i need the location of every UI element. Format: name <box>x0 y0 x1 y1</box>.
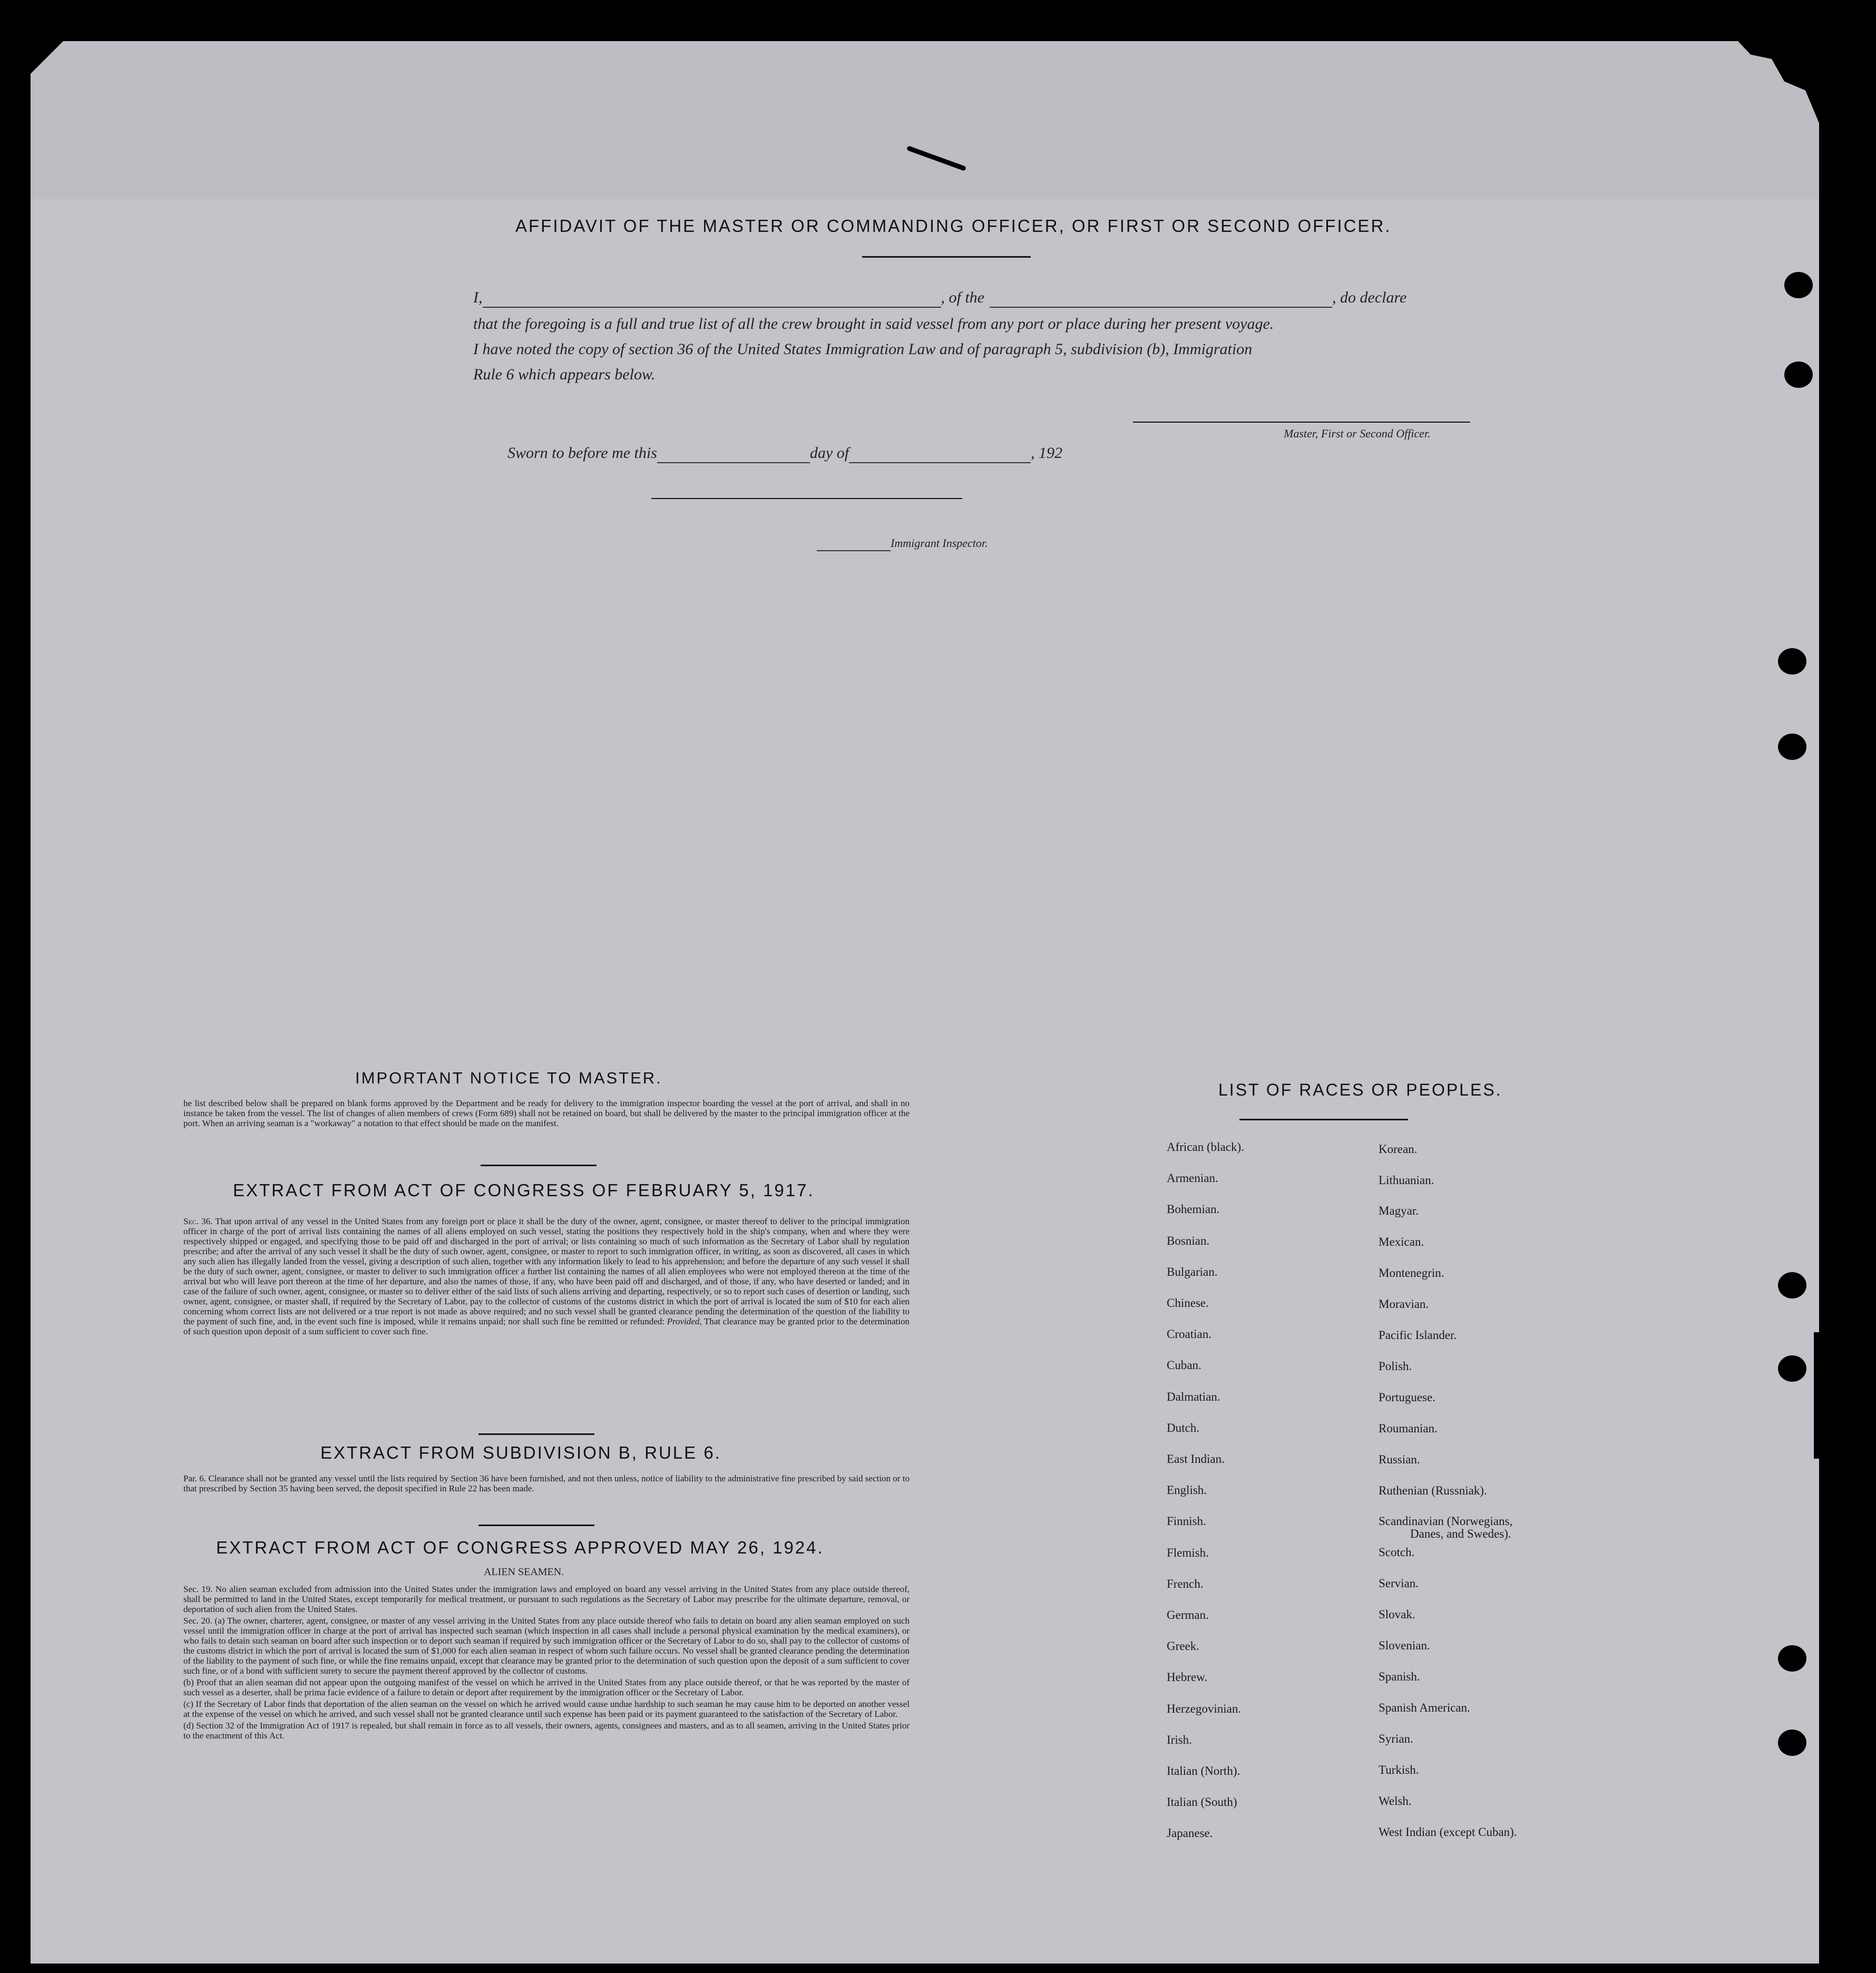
rule6-rule <box>478 1525 594 1526</box>
sec36-label: Sec. 36. <box>183 1216 213 1226</box>
sworn-day-blank[interactable] <box>657 444 810 463</box>
inspector-label: Immigrant Inspector. <box>891 536 988 550</box>
binding-hole <box>1778 1355 1806 1382</box>
binding-hole <box>1778 1645 1806 1672</box>
sec20b-text: (b) Proof that an alien seaman did not appear upon the outgoing manifest of the vessel on which he arrived in the United States from any place outside thereof, or that he was reported by the master of such vessel as a deserter, shall be prima facie evidence of a failure to detain or deport after requirement by the immigration officer or the Secretary of Labor. <box>183 1677 910 1697</box>
race-item: Finnish. <box>1167 1515 1206 1528</box>
sworn-year-label: , 192 <box>1031 444 1063 462</box>
race-item: Herzegovinian. <box>1167 1702 1242 1715</box>
inspector-line <box>817 536 988 551</box>
binding-hole <box>1778 734 1806 760</box>
extract-1924-subtitle: ALIEN SEAMEN. <box>484 1566 564 1578</box>
race-item: Polish. <box>1379 1360 1412 1373</box>
race-item: Bulgarian. <box>1167 1265 1218 1278</box>
race-item: Chinese. <box>1167 1296 1209 1310</box>
sec20d-text: (d) Section 32 of the Immigration Act of 1917 is repealed, but shall remain in force as to all vessels, their owners, agents, consignees and masters, and as to all seamen, arriving in the United States prior to the enactment of this Act. <box>183 1721 910 1741</box>
document-sheet <box>31 41 1819 1964</box>
signature-line[interactable] <box>1133 422 1470 423</box>
sworn-prefix: Sworn to before me this <box>507 444 657 462</box>
race-item: Italian (North). <box>1167 1764 1240 1777</box>
race-item: Hebrew. <box>1167 1671 1208 1684</box>
race-item: Moravian. <box>1379 1297 1429 1311</box>
sec36-text: That upon arrival of any vessel in the United States from any foreign port or place it shall be the duty of the owner, agent, consignee, or master thereof to deliver to the principal immigration officer in charge of the port of arrival lists containing the names of all aliens employed on such vessel, stating the positions they respectively hold in the ship's company, when and where they were respectively shipped or engaged, and specifying those to be paid off and discharged in the port of arrival; or lists containing so much of such information as the Secretary of Labor shall by regulation prescribe; and after the arrival of any such vessel it shall be the duty of such owner, agent, consignee, or master to report to such immigration officer, in writing, as soon as discovered, all cases in which any such alien has illegally landed from the vessel, giving a description of such alien, together with any information likely to lead to his apprehension; and before the departure of any such vessel it shall be the duty of such owner, agent, consignee, or master to deliver to such immigration officer a further list containing the names of all alien employees who were not employed thereon at the time of the arrival but who will leave port thereon at the time of her departure, and also the names of those, if any, who have been paid off and discharged, and of those, if any, who have deserted or landed; and in case of the failure of such owner, agent, consignee, or master so to deliver either of the said lists of such aliens arriving and departing, respectively, or so to report such cases of desertion or landing, such owner, agent, consignee, or master shall, if required by the Secretary of Labor, pay to the collector of customs of the customs district in which the port of arrival is located the sum of $10 for each alien concerning whom correct lists are not delivered or a true report is not made as above required; and no such vessel shall be granted clearance pending the determination of the question of the liability to the payment of such fine, and, in the event such fine is imposed, while it remains unpaid; nor shall such fine be remitted or refunded: <box>183 1216 910 1326</box>
rule6-title: EXTRACT FROM SUBDIVISION B, RULE 6. <box>320 1443 721 1462</box>
race-item: Spanish American. <box>1379 1701 1470 1714</box>
sworn-month-blank[interactable] <box>849 444 1031 463</box>
name-blank[interactable] <box>483 289 941 308</box>
binding-hole <box>1784 362 1813 388</box>
binding-hole <box>1778 648 1806 675</box>
signature-label: Master, First or Second Officer. <box>1284 427 1431 440</box>
race-item: Dutch. <box>1167 1421 1199 1434</box>
extract-1917-title: EXTRACT FROM ACT OF CONGRESS OF FEBRUARY 5, 1917. <box>233 1180 815 1200</box>
race-item: Lithuanian. <box>1379 1174 1434 1187</box>
race-item: Korean. <box>1379 1142 1418 1156</box>
affidavit-line-4: Rule 6 which appears below. <box>473 366 656 383</box>
race-item: English. <box>1167 1483 1207 1497</box>
proviso-label: Provided, <box>667 1316 702 1326</box>
folded-corner <box>31 37 67 74</box>
race-item: East Indian. <box>1167 1452 1225 1466</box>
race-item: Servian. <box>1379 1577 1419 1590</box>
binding-hole <box>1778 1730 1806 1756</box>
sec20c-text: (c) If the Secretary of Labor finds that deportation of the alien seaman on the vessel on which he arrived would cause undue hardship to such seaman he may cause him to be deported on another vessel at the expense of the vessel on which he arrived, and such vessel shall not be granted clearance until such expense has been paid or its payment guaranteed to the satisfaction of the Secretary of Labor. <box>183 1699 910 1719</box>
extract-1917-body <box>183 1216 910 1336</box>
race-item: West Indian (except Cuban). <box>1379 1825 1517 1839</box>
top-strip <box>31 41 1819 199</box>
affidavit-title: AFFIDAVIT OF THE MASTER OR COMMANDING OFFICER, OR FIRST OR SECOND OFFICER. <box>515 216 1392 236</box>
race-item: Croatian. <box>1167 1327 1211 1341</box>
sworn-day-label: day of <box>809 444 849 462</box>
race-item: Armenian. <box>1167 1171 1218 1185</box>
race-item: Montenegrin. <box>1379 1266 1444 1279</box>
extract-1917-rule <box>478 1433 594 1435</box>
rule6-body: Par. 6. Clearance shall not be granted any vessel until the lists required by Section 36 have been furnished, and not then unless, notice of liability to the administrative fine prescribed by said section or to that prescribed by Section 35 having been served, the deposit specified in Rule 22 has been made. <box>183 1473 910 1493</box>
race-item: Cuban. <box>1167 1359 1201 1372</box>
race-item: Greek. <box>1167 1639 1199 1653</box>
inspector-blank[interactable] <box>817 536 891 551</box>
notice-body: he list described below shall be prepared on blank forms approved by the Department and be ready for delivery to the immigration inspector boarding the vessel at the port of arrival, and shall in no instance be taken from the vessel. The list of changes of alien members of crews (Form 689) shall not be retained on board, but shall be delivered by the master to the principal immigration officer at the port. When an arriving seaman is a "workaway" a notation to that effect should be made on the manifest. <box>183 1098 910 1128</box>
race-item: Russian. <box>1379 1453 1420 1466</box>
affidavit-title-rule <box>862 256 1031 258</box>
race-item: Turkish. <box>1379 1763 1419 1776</box>
race-item: Italian (South) <box>1167 1795 1237 1809</box>
sworn-line <box>507 444 1062 463</box>
inspector-signature-line[interactable] <box>651 498 962 499</box>
race-item: French. <box>1167 1577 1204 1590</box>
race-item: Scandinavian (Norwegians, <box>1379 1515 1513 1528</box>
race-item: Dalmatian. <box>1167 1390 1220 1403</box>
race-item: Bosnian. <box>1167 1234 1210 1247</box>
race-item: Danes, and Swedes). <box>1410 1527 1511 1540</box>
affidavit-line-2: that the foregoing is a full and true list of all the crew brought in said vessel from any port or place during her present voyage. <box>473 315 1274 333</box>
affidavit-line-1 <box>473 289 1406 308</box>
race-item: Syrian. <box>1379 1732 1413 1745</box>
vessel-blank[interactable] <box>990 289 1332 308</box>
affidavit-line-3: I have noted the copy of section 36 of the United States Immigration Law and of paragraph 5, subdivision (b), Immigration <box>473 340 1253 358</box>
race-item: Pacific Islander. <box>1379 1329 1457 1342</box>
race-item: Bohemian. <box>1167 1203 1220 1216</box>
race-item: Slovak. <box>1379 1608 1415 1621</box>
proviso-text: That clearance may be granted prior to the determination of such question upon deposit of a sum sufficient to cover such fine. <box>183 1316 910 1336</box>
race-item: Magyar. <box>1379 1204 1419 1217</box>
notice-title: IMPORTANT NOTICE TO MASTER. <box>355 1069 662 1087</box>
races-title: LIST OF RACES OR PEOPLES. <box>1218 1080 1502 1099</box>
race-item: Japanese. <box>1167 1827 1213 1840</box>
race-item: German. <box>1167 1608 1209 1622</box>
race-item: Portuguese. <box>1379 1391 1435 1404</box>
extract-1924-body <box>183 1584 910 1741</box>
race-item: Roumanian. <box>1379 1422 1438 1435</box>
race-item: Mexican. <box>1379 1235 1424 1248</box>
sec19-text: Sec. 19. No alien seaman excluded from admission into the United States under the immigration laws and employed on board any vessel arriving in the United States from any place outside thereof, shall be permitted to land in the United States, except temporarily for medical treatment, or pursuant to such regulations as the Secretary of Labor may prescribe for the ultimate departure, removal, or deportation of such alien from the United States. <box>183 1584 910 1614</box>
race-item: Scotch. <box>1379 1546 1415 1559</box>
affidavit-i-label: I, <box>473 289 483 306</box>
binding-hole <box>1784 272 1813 298</box>
race-item: African (black). <box>1167 1140 1244 1154</box>
affidavit-of-the-label: , of the <box>941 289 984 306</box>
races-title-rule <box>1239 1119 1408 1120</box>
affidavit-declare-label: , do declare <box>1332 289 1407 306</box>
notice-rule <box>481 1165 597 1166</box>
race-item: Ruthenian (Russniak). <box>1379 1484 1487 1497</box>
race-item: Irish. <box>1167 1733 1192 1746</box>
race-item: Spanish. <box>1379 1670 1420 1683</box>
race-item: Slovenian. <box>1379 1639 1430 1652</box>
binding-hole <box>1778 1272 1806 1298</box>
extract-1924-title: EXTRACT FROM ACT OF CONGRESS APPROVED MAY 26, 1924. <box>216 1538 824 1557</box>
race-item: Welsh. <box>1379 1794 1412 1808</box>
right-edge-tab <box>1814 1332 1819 1459</box>
sec20a-text: Sec. 20. (a) The owner, charterer, agent, consignee, or master of any vessel arriving in the United States from any place outside thereof who fails to detain on board any alien seaman employed on such vessel until the immigration officer in charge at the port of arrival has inspected such seaman (which inspection in all cases shall include a personal physical examination by the medical examiners), or who fails to detain such seaman on board after such inspection or to deport such seaman if required by such immigration officer or the Secretary of Labor to do so, shall pay to the collector of customs of the customs district in which the port of arrival is located the sum of $1,000 for each alien seaman in respect of whom such failure occurs. No vessel shall be granted clearance pending the determination of the liability to the payment of such fine, or while the fine remains unpaid, except that clearance may be granted prior to the determination of such question upon the deposit of a sum sufficient to cover such fine, or of a bond with sufficient surety to secure the payment thereof approved by the collector of customs. <box>183 1616 910 1676</box>
race-item: Flemish. <box>1167 1546 1209 1559</box>
